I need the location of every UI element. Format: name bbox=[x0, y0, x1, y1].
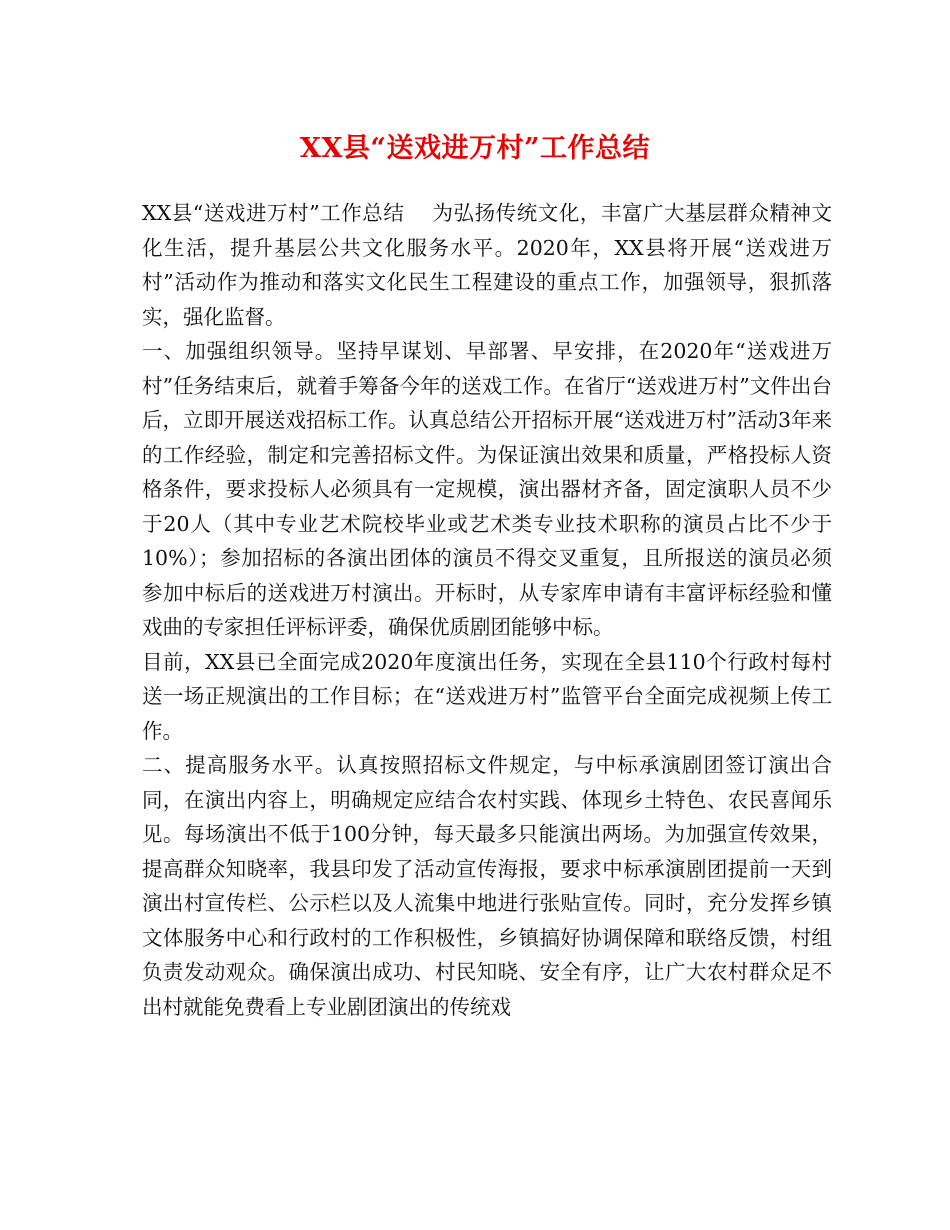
paragraph-section-one: 一、加强组织领导。坚持早谋划、早部署、早安排，在2020年“送戏进万村”任务结束后，就着手筹备今年的送戏工作。在省厅“送戏进万村”文件出台后，立即开展送戏招标工作。认真总结公开招标开展“送戏进万村”活动3年来的工作经验，制定和完善招标文件。为保证演出效果和质量，严格投标人资格条件，要求投标人必须具有一定规模，演出器材齐备，固定演职人员不少于20人（其中专业艺术院校毕业或艺术类专业技术职称的演员占比不少于10%）；参加招标的各演出团体的演员不得交叉重复，且所报送的演员必须参加中标后的送戏进万村演出。开标时，从专家库申请有丰富评标经验和懂戏曲的专家担任评标评委，确保优质剧团能够中标。 bbox=[142, 339, 833, 639]
paragraph-section-two: 二、提高服务水平。认真按照招标文件规定，与中标承演剧团签订演出合同，在演出内容上，明确规定应结合农村实践、体现乡土特色、农民喜闻乐见。每场演出不低于100分钟，每天最多只能演出两场。为加强宣传效果，提高群众知晓率，我县印发了活动宣传海报，要求中标承演剧团提前一天到演出村宣传栏、公示栏以及人流集中地进行张贴宣传。同时，充分发挥乡镇文体服务中心和行政村的工作积极性，乡镇搞好协调保障和联络反馈，村组负责发动观众。确保演出成功、村民知晓、安全有序，让广大农村群众足不出村就能免费看上专业剧团演出的传统戏 bbox=[142, 753, 832, 1019]
document-body bbox=[142, 196, 832, 1024]
paragraph-intro: XX县“送戏进万村”工作总结 为弘扬传统文化，丰富广大基层群众精神文化生活，提升基层公共文化服务水平。2020年，XX县将开展“送戏进万村”活动作为推动和落实文化民生工程建设的重点工作，加强领导，狠抓落实，强化监督。 bbox=[142, 201, 832, 329]
paragraph-progress: 目前，XX县已全面完成2020年度演出任务，实现在全县110个行政村每村送一场正规演出的工作目标；在“送戏进万村”监管平台全面完成视频上传工作。 bbox=[142, 649, 832, 743]
document-title: XX县“送戏进万村”工作总结 bbox=[300, 133, 650, 164]
